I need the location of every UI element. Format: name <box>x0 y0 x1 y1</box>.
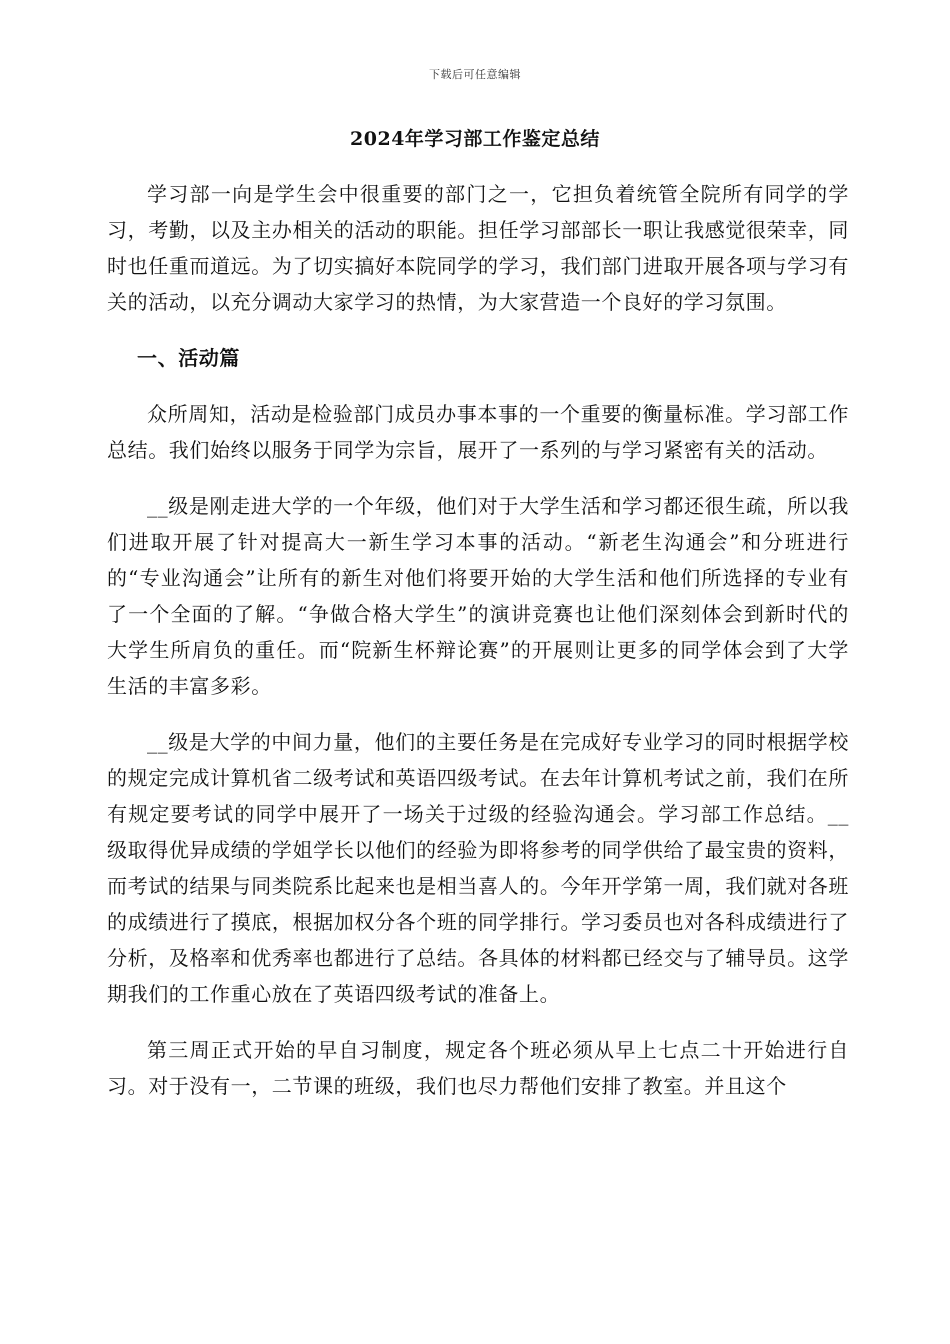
paragraph-activities: 众所周知，活动是检验部门成员办事本事的一个重要的衡量标准。学习部工作总结。我们始终以服务于同学为宗旨，展开了一系列的与学习紧密有关的活动。 <box>107 402 849 462</box>
paragraph-morning-study: 第三周正式开始的早自习制度，规定各个班必须从早上七点二十开始进行自习。对于没有一，二节课的班级，我们也尽力帮他们安排了教室。并且这个 <box>107 1038 849 1098</box>
paragraph-sophomores: __级是大学的中间力量，他们的主要任务是在完成好专业学习的同时根据学校的规定完成计算机省二级考试和英语四级考试。在去年计算机考试之前，我们在所有规定要考试的同学中展开了一场关于过级的经验沟通会。学习部工作总结。__级取得优异成绩的学姐学长以他们的经验为即将参考的同学供给了最宝贵的资料，而考试的结果与同类院系比起来也是相当喜人的。今年开学第一周，我们就对各班的成绩进行了摸底，根据加权分各个班的同学排行。学习委员也对各科成绩进行了分析，及格率和优秀率也都进行了总结。各具体的材料都已经交与了辅导员。这学期我们的工作重心放在了英语四级考试的准备上。 <box>107 730 849 1006</box>
paragraph-intro: 学习部一向是学生会中很重要的部门之一，它担负着统管全院所有同学的学习，考勤，以及主办相关的活动的职能。担任学习部部长一职让我感觉很荣幸，同时也任重而道远。为了切实搞好本院同学的学习，我们部门进取开展各项与学习有关的活动，以充分调动大家学习的热情，为大家营造一个良好的学习氛围。 <box>107 182 849 314</box>
paragraph-freshmen: __级是刚走进大学的一个年级，他们对于大学生活和学习都还很生疏，所以我们进取开展了针对提高大一新生学习本事的活动。“新老生沟通会”和分班进行的“专业沟通会”让所有的新生对他们将要开始的大学生活和他们所选择的专业有了一个全面的了解。“争做合格大学生”的演讲竞赛也让他们深刻体会到新时代的大学生所肩负的重任。而“院新生杯辩论赛”的开展则让更多的同学体会到了大学生活的丰富多彩。 <box>107 494 849 698</box>
document-title: 2024年学习部工作鉴定总结 <box>350 128 600 150</box>
header-note: 下载后可任意编辑 <box>429 68 521 81</box>
document-body <box>107 176 849 1124</box>
section-heading: 一、活动篇 <box>137 346 240 370</box>
